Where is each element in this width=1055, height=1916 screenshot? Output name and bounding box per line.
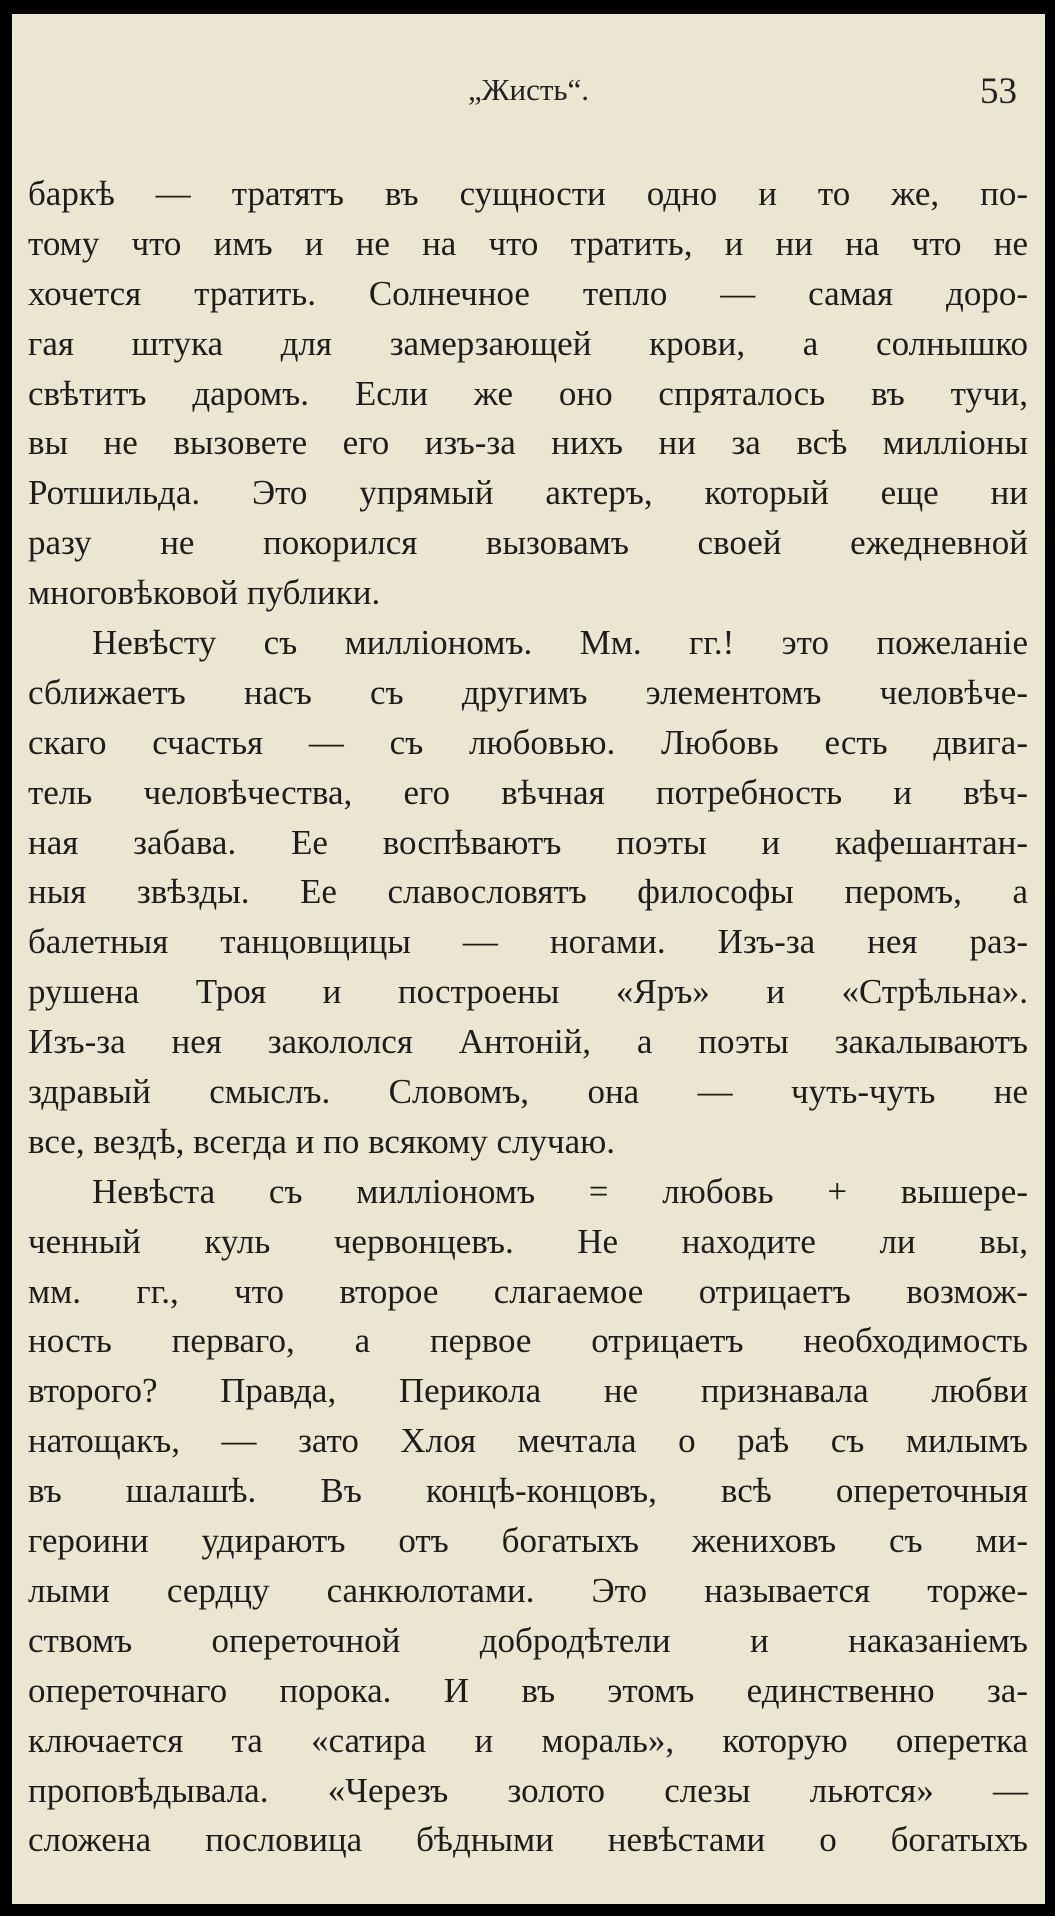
text-line: ная забава. Ее воспѣваютъ поэты и кафешантан-: [28, 822, 1028, 862]
text-line: Невѣста съ миллiономъ = любовь + вышере-: [92, 1171, 1028, 1211]
page-header: [12, 66, 1045, 116]
text-line: опереточнаго порока. И въ этомъ единственно за-: [28, 1670, 1028, 1710]
text-line: балетныя танцовщицы — ногами. Изъ-за нея раз-: [28, 922, 1028, 962]
text-line: все, вездѣ, всегда и по всякому случаю.: [28, 1121, 616, 1161]
text-line: разу не покорился вызовамъ своей ежедневной: [28, 523, 1028, 563]
text-line: мм. гг., что второе слагаемое отрицаетъ возмож-: [28, 1271, 1028, 1311]
text-line: ченный куль червонцевъ. Не находите ли вы,: [28, 1221, 1028, 1261]
text-line: второго? Правда, Перикола не признавала любви: [28, 1371, 1028, 1411]
text-line: героини удираютъ отъ богатыхъ жениховъ съ ми-: [28, 1521, 1028, 1561]
text-line: баркѣ — тратятъ въ сущности одно и то же, по-: [28, 174, 1028, 213]
text-line: проповѣдывала. «Черезъ золото слезы льются» —: [28, 1770, 1028, 1810]
text-line: гая штука для замерзающей крови, а солнышко: [28, 323, 1028, 363]
text-line: тель человѣчества, его вѣчная потребность и вѣч-: [28, 772, 1028, 812]
text-line: здравый смыслъ. Словомъ, она — чуть-чуть не: [28, 1072, 1028, 1112]
text-line: ныя звѣзды. Ее славословятъ философы перомъ, а: [28, 872, 1028, 912]
text-line: многовѣковой публики.: [28, 573, 381, 613]
text-line: Изъ-за нея закололся Антонiй, а поэты закалываютъ: [28, 1022, 1028, 1062]
text-line: ствомъ опереточной добродѣтели и наказанiемъ: [28, 1620, 1028, 1660]
text-line: ность перваго, а первое отрицаетъ необходимость: [28, 1321, 1028, 1361]
text-line: Невѣсту съ миллiономъ. Мм. гг.! это пожеланiе: [92, 623, 1028, 663]
text-line: свѣтитъ даромъ. Если же оно спряталось въ тучи,: [28, 373, 1028, 413]
text-line: ключается та «сатира и мораль», которую оперетка: [28, 1720, 1028, 1760]
book-page: [12, 14, 1045, 1904]
text-line: сближаетъ насъ съ другимъ элементомъ человѣче-: [28, 672, 1028, 712]
text-line: рушена Троя и построены «Яръ» и «Стрѣльна».: [28, 972, 1028, 1012]
text-line: натощакъ, — зато Хлоя мечтала о раѣ съ милымъ: [28, 1421, 1028, 1461]
text-line: лыми сердцу санкюлотами. Это называется торже-: [28, 1570, 1028, 1610]
body-text: [28, 169, 1028, 1865]
text-line: хочется тратить. Солнечное тепло — самая доро-: [28, 273, 1028, 313]
text-line: скаго счастья — съ любовью. Любовь есть двига-: [28, 722, 1028, 762]
text-line: вы не вызовете его изъ-за нихъ ни за всѣ миллiоны: [28, 423, 1028, 463]
text-line: сложена пословица бѣдными невѣстами о богатыхъ: [28, 1820, 1028, 1860]
text-line: Ротшильда. Это упрямый актеръ, который еще ни: [28, 473, 1028, 513]
page-number: 53: [980, 71, 1017, 112]
text-line: тому что имъ и не на что тратить, и ни на что не: [28, 223, 1028, 263]
running-title: „Жисть“.: [467, 72, 590, 107]
text-line: въ шалашѣ. Въ концѣ-концовъ, всѣ опереточныя: [28, 1471, 1028, 1511]
